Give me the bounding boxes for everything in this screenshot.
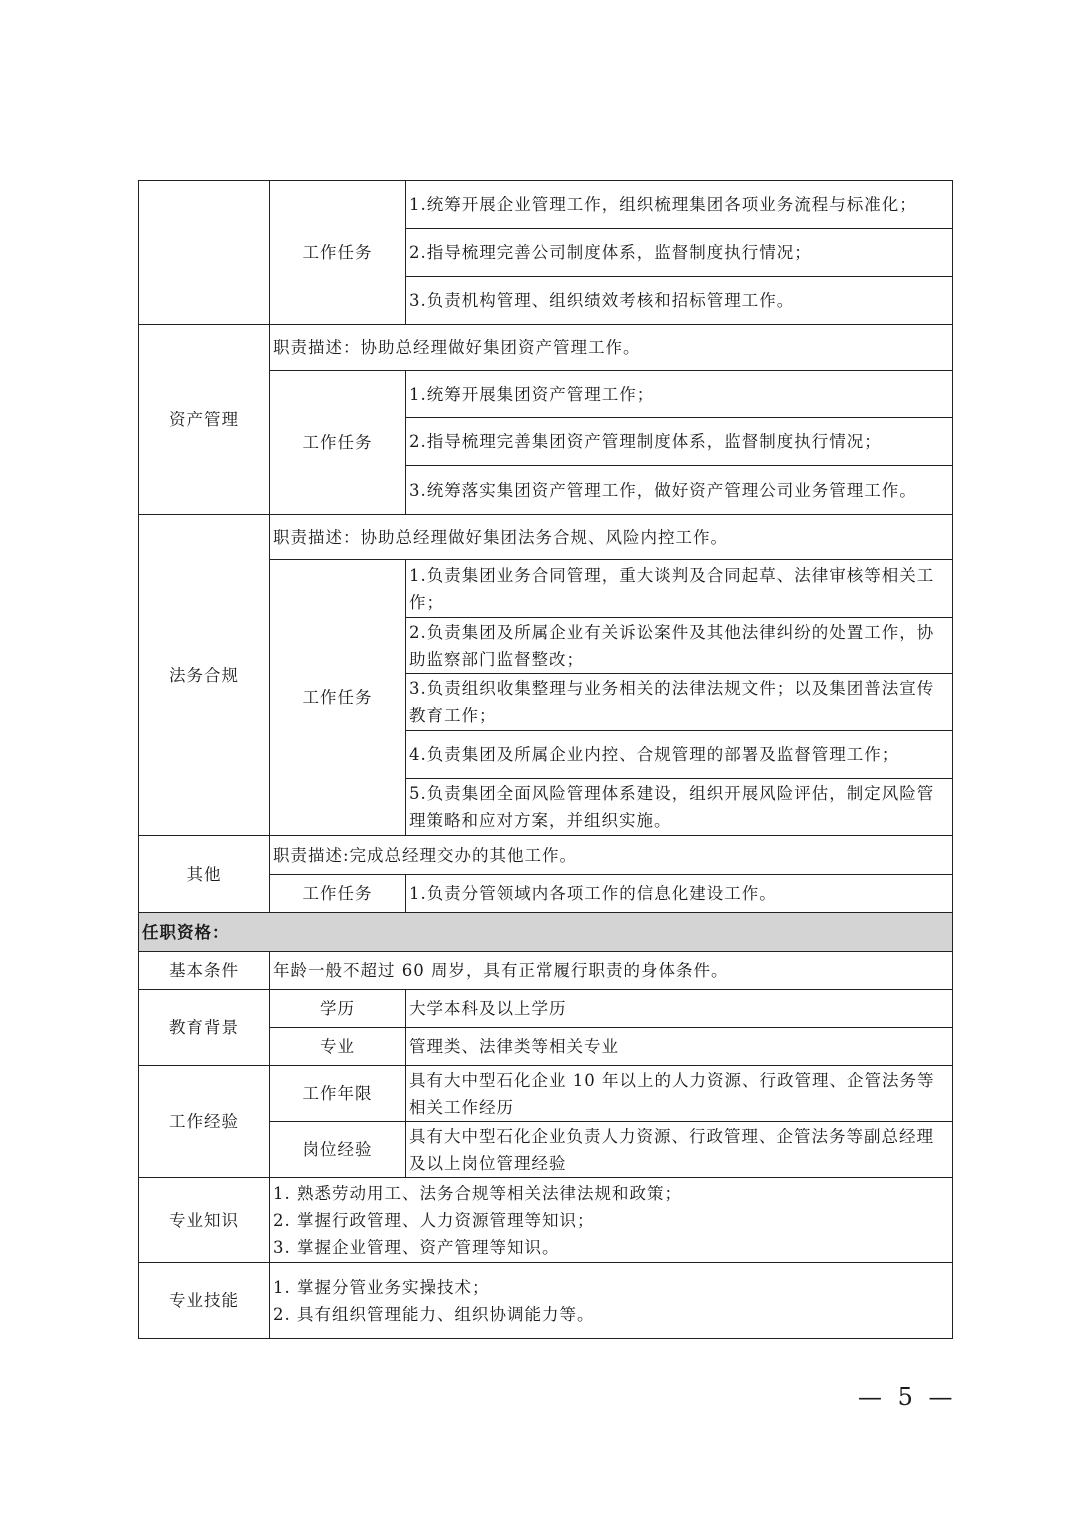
category-label: 法务合规 xyxy=(139,515,270,836)
degree-value: 大学本科及以上学历 xyxy=(406,990,953,1028)
task-item: 5.负责集团全面风险管理体系建设，组织开展风险评估，制定风险管理策略和应对方案，并组织实施。 xyxy=(406,779,953,836)
list-item: 1. 掌握分管业务实操技术； xyxy=(273,1277,490,1297)
degree-label: 学历 xyxy=(270,990,406,1028)
task-item: 3.负责组织收集整理与业务相关的法律法规文件；以及集团普法宣传教育工作； xyxy=(406,674,953,731)
category-label: 工作经验 xyxy=(139,1066,270,1178)
category-label: 教育背景 xyxy=(139,990,270,1066)
table-row xyxy=(139,1178,953,1263)
task-label: 工作任务 xyxy=(270,875,406,913)
task-label: 工作任务 xyxy=(270,560,406,836)
duty-description: 职责描述：协助总经理做好集团法务合规、风险内控工作。 xyxy=(270,515,953,560)
table-row xyxy=(139,181,953,229)
years-value: 具有大中型石化企业 10 年以上的人力资源、行政管理、企管法务等相关工作经历 xyxy=(406,1066,953,1122)
category-label: 其他 xyxy=(139,836,270,913)
qualifications-header: 任职资格： xyxy=(139,913,953,952)
category-label: 专业知识 xyxy=(139,1178,270,1263)
list-item: 1. 熟悉劳动用工、法务合规等相关法律法规和政策； xyxy=(273,1183,682,1203)
task-item: 1.统筹开展集团资产管理工作； xyxy=(406,371,953,418)
list-item: 2. 具有组织管理能力、组织协调能力等。 xyxy=(273,1304,595,1324)
post-value: 具有大中型石化企业负责人力资源、行政管理、企管法务等副总经理及以上岗位管理经验 xyxy=(406,1122,953,1178)
table-row xyxy=(139,1066,953,1122)
task-label: 工作任务 xyxy=(270,181,406,325)
empty-category-cell xyxy=(139,181,270,325)
duty-description: 职责描述：协助总经理做好集团资产管理工作。 xyxy=(270,325,953,371)
table-row xyxy=(139,952,953,990)
task-item: 2.指导梳理完善公司制度体系，监督制度执行情况； xyxy=(406,229,953,277)
category-label: 基本条件 xyxy=(139,952,270,990)
task-item: 3.统筹落实集团资产管理工作，做好资产管理公司业务管理工作。 xyxy=(406,466,953,515)
table-row xyxy=(139,836,953,875)
task-item: 2.指导梳理完善集团资产管理制度体系，监督制度执行情况； xyxy=(406,418,953,466)
basic-condition-value: 年龄一般不超过 60 周岁，具有正常履行职责的身体条件。 xyxy=(270,952,953,990)
task-item: 1.统筹开展企业管理工作，组织梳理集团各项业务流程与标准化； xyxy=(406,181,953,229)
list-item: 3. 掌握企业管理、资产管理等知识。 xyxy=(273,1237,560,1257)
category-label: 资产管理 xyxy=(139,325,270,515)
major-value: 管理类、法律类等相关专业 xyxy=(406,1028,953,1066)
years-label: 工作年限 xyxy=(270,1066,406,1122)
task-item: 4.负责集团及所属企业内控、合规管理的部署及监督管理工作； xyxy=(406,731,953,779)
knowledge-list xyxy=(270,1178,953,1263)
category-label: 专业技能 xyxy=(139,1263,270,1339)
table-row xyxy=(139,1263,953,1339)
major-label: 专业 xyxy=(270,1028,406,1066)
task-label: 工作任务 xyxy=(270,371,406,515)
duty-description: 职责描述:完成总经理交办的其他工作。 xyxy=(270,836,953,875)
task-item: 1.负责分管领域内各项工作的信息化建设工作。 xyxy=(406,875,953,913)
skills-list xyxy=(270,1263,953,1339)
table-row xyxy=(139,990,953,1028)
list-item: 2. 掌握行政管理、人力资源管理等知识； xyxy=(273,1210,595,1230)
task-item: 1.负责集团业务合同管理，重大谈判及合同起草、法律审核等相关工作； xyxy=(406,560,953,618)
table-row xyxy=(139,913,953,952)
job-description-table xyxy=(138,180,953,1339)
table-row xyxy=(139,515,953,560)
table-row xyxy=(139,325,953,371)
post-label: 岗位经验 xyxy=(270,1122,406,1178)
page-number: — 5 — xyxy=(858,1383,957,1411)
task-item: 3.负责机构管理、组织绩效考核和招标管理工作。 xyxy=(406,277,953,325)
task-item: 2.负责集团及所属企业有关诉讼案件及其他法律纠纷的处置工作，协助监察部门监督整改； xyxy=(406,618,953,674)
